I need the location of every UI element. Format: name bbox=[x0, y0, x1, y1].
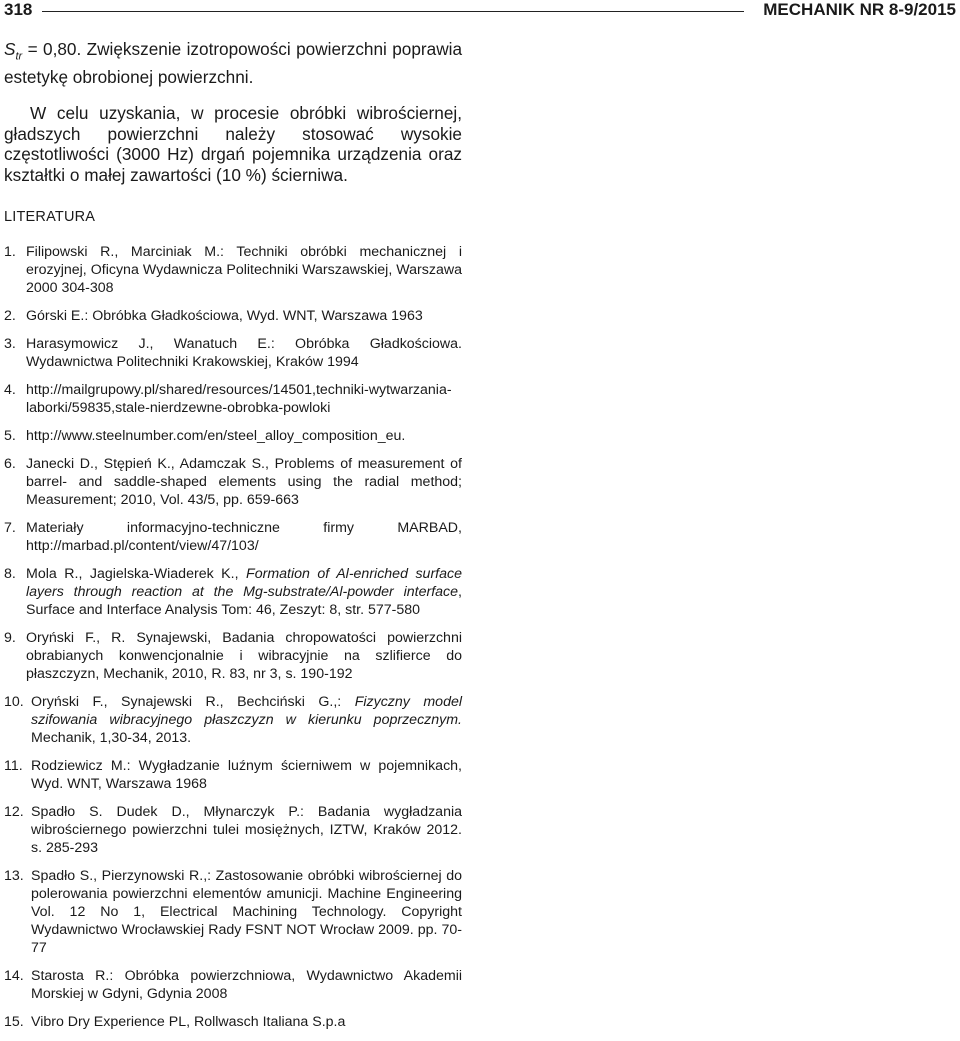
reference-text: http://mailgrupowy.pl/shared/resources/14501,techniki-wytwarzania-laborki/59835,stale-nierdzewne-obrobka-powloki bbox=[26, 382, 452, 417]
reference-text: Spadło S. Dudek D., Młynarczyk P.: Badania wygładzania wibrościernego powierzchni tulei mosiężnych, IZTW, Kraków 2012. s. 285-293 bbox=[31, 804, 462, 857]
reference-item bbox=[4, 693, 462, 747]
reference-text: Rodziewicz M.: Wygładzanie luźnym ścierniwem w pojemnikach, Wyd. WNT, Warszawa 1968 bbox=[31, 758, 462, 793]
reference-item bbox=[4, 381, 462, 417]
text-column bbox=[4, 39, 462, 1041]
intro-text-1: = 0,80. Zwiększenie izotropowości powierzchni poprawia estetykę obrobionej powierzchni. bbox=[4, 39, 462, 87]
reference-text: Spadło S., Pierzynowski R.,: Zastosowanie obróbki wibrościernej do polerowania powierzchni elementów amunicji. Machine Engineering Vol. 12 No 1, Electrical Machining Technology. Copyright Wydawnictwo Wrocławskiej Rady FSNT NOT Wrocław 2009. pp. 70-77 bbox=[31, 868, 462, 957]
reference-number: 12. bbox=[4, 804, 24, 821]
reference-item bbox=[4, 757, 462, 793]
reference-item bbox=[4, 307, 462, 325]
reference-number: 7. bbox=[4, 520, 16, 537]
reference-number: 1. bbox=[4, 244, 16, 261]
reference-authors: Mola R., Jagielska-Wiaderek K., bbox=[26, 566, 247, 583]
reference-authors: Oryński F., Synajewski R., Bechciński G.,: bbox=[31, 694, 355, 711]
reference-text: Materiały informacyjno-techniczne firmy MARBAD, http://marbad.pl/content/view/47/103/ bbox=[26, 520, 462, 555]
reference-item bbox=[4, 803, 462, 857]
reference-title: Formation of Al-enriched surface layers through reaction at the Mg-substrate/Al-powder interface bbox=[26, 566, 462, 601]
reference-item bbox=[4, 867, 462, 957]
reference-number: 11. bbox=[4, 758, 23, 775]
reference-number: 5. bbox=[4, 428, 16, 445]
page-header bbox=[4, 0, 956, 24]
symbol-subscript: tr bbox=[15, 50, 23, 63]
reference-number: 3. bbox=[4, 336, 16, 353]
reference-list bbox=[4, 243, 462, 1031]
reference-item bbox=[4, 565, 462, 619]
reference-source: Mechanik, 1,30-34, 2013. bbox=[31, 730, 192, 747]
reference-title: Fizyczny model szifowania wibracyjnego płaszczyzn w kierunku poprzecznym. bbox=[31, 694, 462, 729]
reference-number: 6. bbox=[4, 456, 16, 473]
page-number: 318 bbox=[4, 0, 33, 19]
reference-text: Górski E.: Obróbka Gładkościowa, Wyd. WNT, Warszawa 1963 bbox=[26, 308, 423, 325]
reference-number: 8. bbox=[4, 566, 16, 583]
intro-paragraph-2: W celu uzyskania, w procesie obróbki wibrościernej, gładszych powierzchni należy stosować wysokie częstotliwości (3000 Hz) drgań pojemnika urządzenia oraz kształtki o małej zawartości (10 %) ścierniwa. bbox=[4, 103, 462, 185]
reference-number: 15. bbox=[4, 1014, 24, 1031]
reference-text: Vibro Dry Experience PL, Rollwasch Italiana S.p.a bbox=[31, 1014, 346, 1031]
reference-number: 4. bbox=[4, 382, 16, 399]
reference-source: , Surface and Interface Analysis Tom: 46, Zeszyt: 8, str. 577-580 bbox=[26, 584, 462, 619]
reference-text: Janecki D., Stępień K., Adamczak S., Problems of measurement of barrel- and saddle-shaped elements using the radial method; Measurement; 2010, Vol. 43/5, pp. 659-663 bbox=[26, 456, 462, 509]
reference-text: Starosta R.: Obróbka powierzchniowa, Wydawnictwo Akademii Morskiej w Gdyni, Gdynia 2008 bbox=[31, 968, 462, 1003]
reference-item bbox=[4, 519, 462, 555]
reference-number: 13. bbox=[4, 868, 24, 885]
reference-text: Oryński F., R. Synajewski, Badania chropowatości powierzchni obrabianych konwencjonalnie i wibracyjnie na szlifierce do płaszczyzn, Mechanik, 2010, R. 83, nr 3, s. 190-192 bbox=[26, 630, 462, 683]
reference-number: 9. bbox=[4, 630, 16, 647]
reference-item bbox=[4, 1013, 462, 1031]
reference-item bbox=[4, 243, 462, 297]
reference-text: Harasymowicz J., Wanatuch E.: Obróbka Gładkościowa. Wydawnictwa Politechniki Krakowskiej, Kraków 1994 bbox=[26, 336, 462, 371]
intro-paragraph-1 bbox=[4, 39, 462, 87]
reference-text: http://www.steelnumber.com/en/steel_alloy_composition_eu. bbox=[26, 428, 406, 445]
reference-number: 2. bbox=[4, 308, 16, 325]
reference-item bbox=[4, 967, 462, 1003]
reference-item bbox=[4, 335, 462, 371]
reference-item bbox=[4, 427, 462, 445]
literature-heading: LITERATURA bbox=[4, 209, 96, 226]
journal-title: MECHANIK NR 8-9/2015 bbox=[763, 0, 956, 19]
reference-text: Filipowski R., Marciniak M.: Techniki obróbki mechanicznej i erozyjnej, Oficyna Wydawnicza Politechniki Warszawskiej, Warszawa 2000 304-308 bbox=[26, 244, 462, 297]
reference-item bbox=[4, 629, 462, 683]
reference-item bbox=[4, 455, 462, 509]
header-rule bbox=[42, 11, 744, 12]
reference-number: 14. bbox=[4, 968, 24, 985]
symbol-s: S bbox=[4, 39, 16, 59]
reference-number: 10. bbox=[4, 694, 24, 711]
